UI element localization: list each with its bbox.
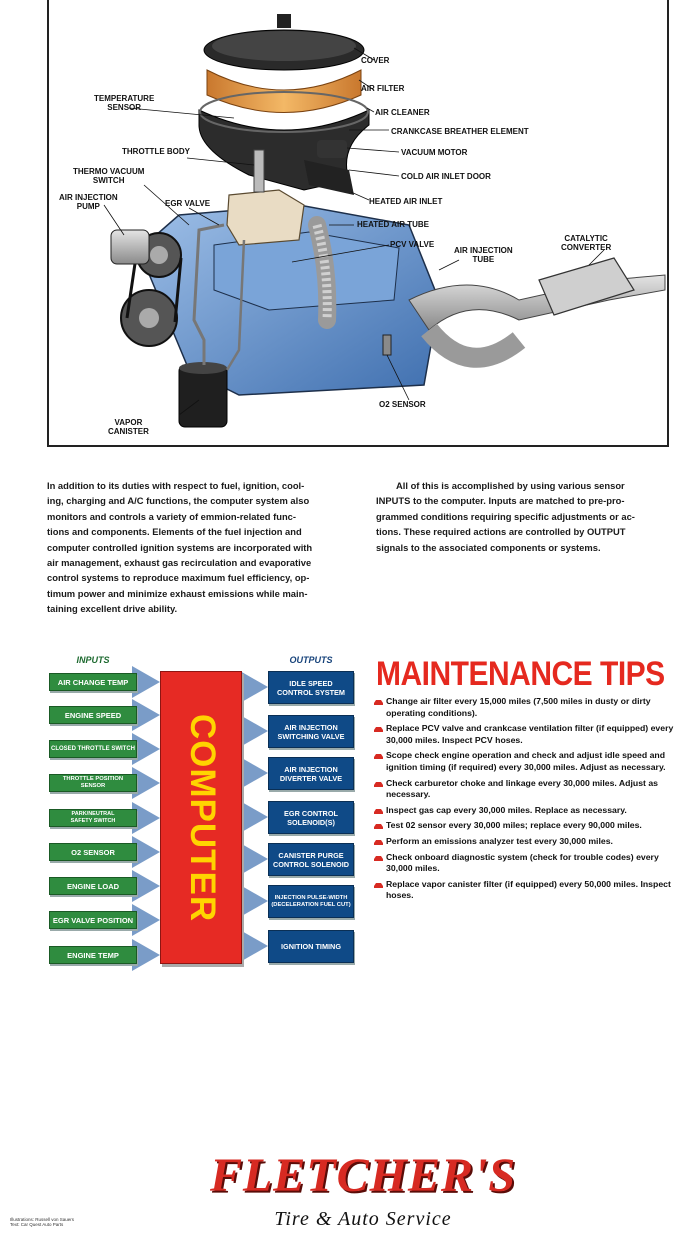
label-throttle-body: THROTTLE BODY <box>122 147 190 156</box>
throttle-body-shape <box>227 190 304 245</box>
car-bullet-icon <box>374 780 383 788</box>
outputs-heading: OUTPUTS <box>289 655 333 665</box>
input-engine-load: ENGINE LOAD <box>49 877 137 895</box>
output-ignition-timing: IGNITION TIMING <box>268 930 354 963</box>
tip-item: Test 02 sensor every 30,000 miles; replace every 90,000 miles. <box>372 820 684 832</box>
label-cold-air-inlet-door: COLD AIR INLET DOOR <box>401 172 491 181</box>
car-bullet-icon <box>374 854 383 862</box>
output-air-injection-diverter-valve: AIR INJECTION DIVERTER VALVE <box>268 757 354 790</box>
label-egr-valve: EGR VALVE <box>165 199 211 208</box>
label-thermo-vacuum-switch: THERMO VACUUM SWITCH <box>73 167 145 185</box>
input-air-change-temp: AIR CHANGE TEMP <box>49 673 137 691</box>
car-bullet-icon <box>374 881 383 889</box>
label-air-injection-pump: AIR INJECTION PUMP <box>59 193 118 211</box>
tip-item: Scope check engine operation and check and adjust idle speed and ignition timing (if required) every 30,000 miles. Adjust as necessary. <box>372 750 684 773</box>
label-vacuum-motor: VACUUM MOTOR <box>401 148 468 157</box>
label-o2-sensor: O2 SENSOR <box>379 400 426 409</box>
input-closed-throttle-switch: CLOSED THROTTLE SWITCH <box>49 740 137 758</box>
tip-item: Inspect gas cap every 30,000 miles. Replace as necessary. <box>372 805 684 817</box>
input-engine-speed: ENGINE SPEED <box>49 706 137 724</box>
computer-block <box>160 671 242 964</box>
output-canister-purge-control: CANISTER PURGE CONTROL SOLENOID <box>268 843 354 876</box>
car-bullet-icon <box>374 698 383 706</box>
paragraph-left: In addition to its duties with respect to fuel, ignition, cool- ing, charging and A/C functions, the computer system also monitors and controls a variety of emmion-related func- tions and components. Elements of the fuel injection and computer controlled ignition systems are incorporated with air management, exhaust gas recirculation and evaporative control systems to reproduce maximum fuel efficiency, op- timum power and minimize exhaust emissions while main- taining excellent drive ability. <box>47 480 313 615</box>
input-park-neutral-safety-switch: PARK/NEUTRAL SAFETY SWITCH <box>49 809 137 827</box>
catalytic-converter-shape <box>539 258 634 315</box>
label-temperature-sensor: TEMPERATURE SENSOR <box>94 94 155 112</box>
tip-item: Check carburetor choke and linkage every 30,000 miles. Adjust as necessary. <box>372 778 684 801</box>
car-bullet-icon <box>374 725 383 733</box>
label-air-filter: AIR FILTER <box>361 84 405 93</box>
maintenance-tips-list <box>372 696 684 906</box>
label-vapor-canister: VAPOR CANISTER <box>108 418 149 436</box>
logo-tagline: Tire & Auto Service <box>274 1208 452 1230</box>
label-heated-air-inlet: HEATED AIR INLET <box>369 197 443 206</box>
label-catalytic-converter: CATALYTIC CONVERTER <box>561 234 612 252</box>
paragraph-right: All of this is accomplished by using various sensor INPUTS to the computer. Inputs are matched to pre-pro- grammed conditions requiring specific adjustments or ac- tions. These required actions are controlled by OUTPUT signals to the associated components or systems. <box>376 480 635 553</box>
label-pcv-valve: PCV VALVE <box>390 240 435 249</box>
car-bullet-icon <box>374 822 383 830</box>
car-bullet-icon <box>374 752 383 760</box>
maintenance-tips-title: MAINTENANCE TIPS <box>376 655 665 693</box>
output-idle-speed-control: IDLE SPEED CONTROL SYSTEM <box>268 671 354 704</box>
computer-label: COMPUTER <box>183 713 222 923</box>
label-heated-air-tube: HEATED AIR TUBE <box>357 220 429 229</box>
credits: Illustrations: Russell von Sauers Text: Car Quest Auto Parts <box>10 1217 75 1227</box>
label-air-cleaner: AIR CLEANER <box>375 108 430 117</box>
input-engine-temp: ENGINE TEMP <box>49 946 137 964</box>
tip-item: Check onboard diagnostic system (check for trouble codes) every 30,000 miles. <box>372 852 684 875</box>
tip-item: Replace vapor canister filter (if equipped) every 50,000 miles. Inspect hoses. <box>372 879 684 902</box>
tip-item: Replace PCV valve and crankcase ventilation filter (if equipped) every 30,000 miles. Inspect PCV hoses. <box>372 723 684 746</box>
input-egr-valve-position: EGR VALVE POSITION <box>49 911 137 929</box>
engine-diagram <box>47 0 669 447</box>
inputs-heading: INPUTS <box>76 655 110 665</box>
tip-item: Perform an emissions analyzer test every 30,000 miles. <box>372 836 684 848</box>
fletchers-logo: FLETCHER'S <box>209 1149 517 1202</box>
output-egr-control-solenoid: EGR CONTROL SOLENOID(S) <box>268 801 354 834</box>
input-o2-sensor: O2 SENSOR <box>49 843 137 861</box>
label-air-injection-tube: AIR INJECTION TUBE <box>454 246 513 264</box>
output-injection-pulse-width: INJECTION PULSE-WIDTH (DECELERATION FUEL CUT) <box>268 885 354 918</box>
output-air-injection-switching-valve: AIR INJECTION SWITCHING VALVE <box>268 715 354 748</box>
tip-item: Change air filter every 15,000 miles (7,500 miles in dusty or dirty operating conditions). <box>372 696 684 719</box>
label-cover: COVER <box>361 56 390 65</box>
car-bullet-icon <box>374 838 383 846</box>
car-bullet-icon <box>374 807 383 815</box>
input-throttle-position-sensor: THROTTLE POSITION SENSOR <box>49 774 137 792</box>
label-crankcase-breather: CRANKCASE BREATHER ELEMENT <box>391 127 529 136</box>
